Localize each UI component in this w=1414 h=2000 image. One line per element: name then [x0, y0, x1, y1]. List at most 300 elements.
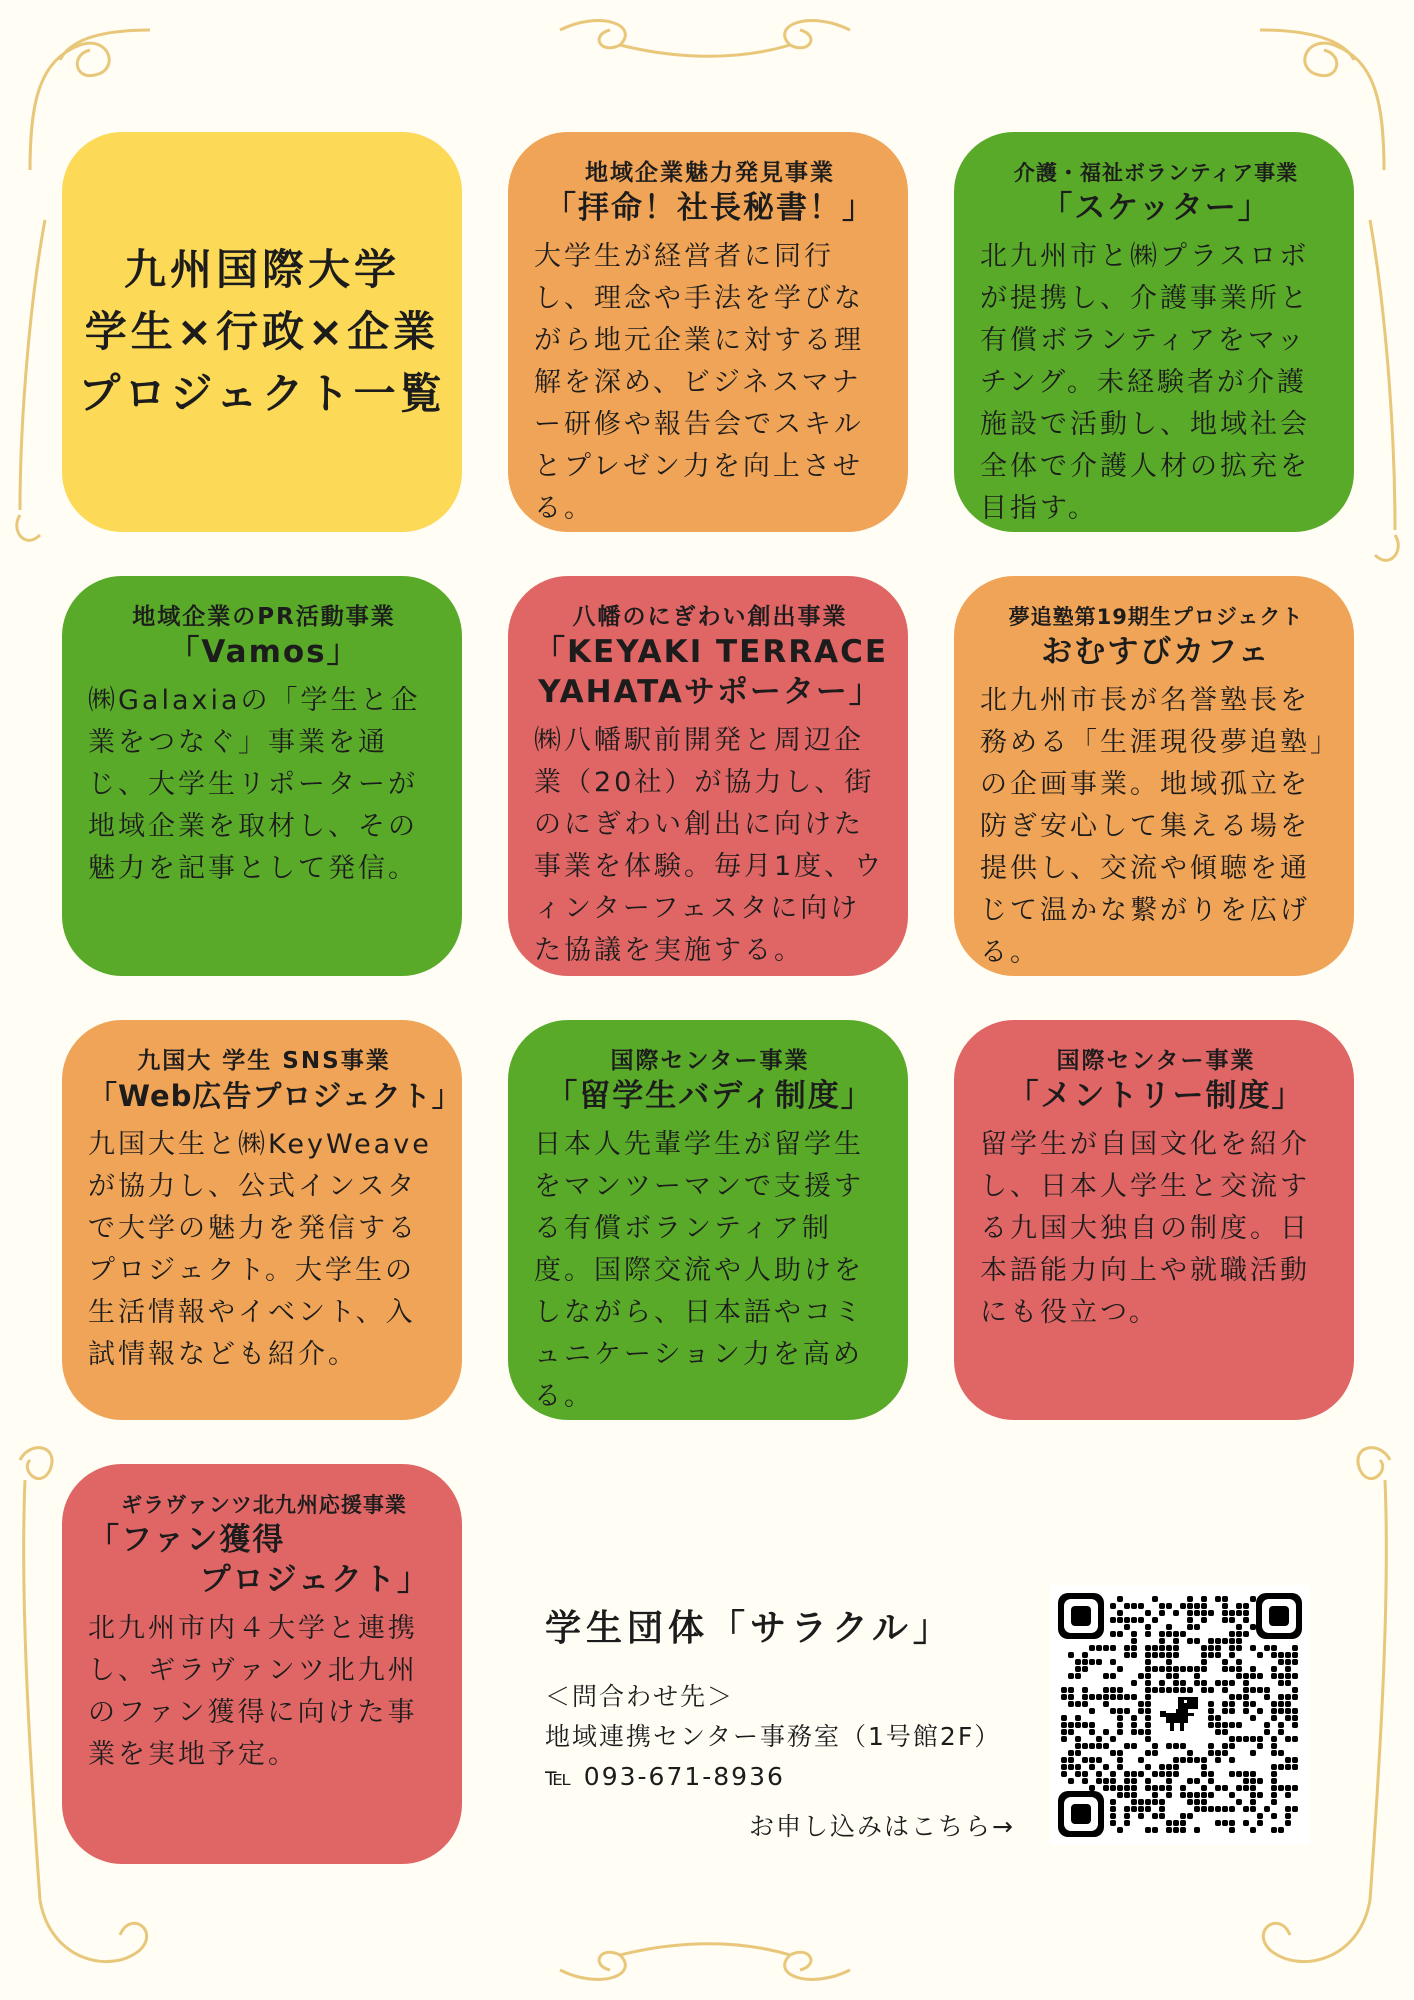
qr-module	[1166, 1666, 1172, 1672]
qr-module	[1166, 1785, 1172, 1791]
inquiry-label: ＜問合わせ先＞	[545, 1682, 735, 1711]
qr-module	[1285, 1806, 1291, 1812]
qr-module	[1278, 1750, 1284, 1756]
qr-module	[1145, 1666, 1151, 1672]
qr-module	[1110, 1645, 1116, 1651]
qr-module	[1243, 1610, 1249, 1616]
qr-module	[1187, 1799, 1193, 1805]
qr-module	[1257, 1687, 1263, 1693]
qr-module	[1208, 1792, 1214, 1798]
qr-module	[1117, 1729, 1123, 1735]
project-card-keyaki-terrace	[508, 576, 908, 976]
qr-module	[1110, 1778, 1116, 1784]
qr-module	[1103, 1778, 1109, 1784]
project-card-sketter	[954, 132, 1354, 532]
qr-module	[1180, 1666, 1186, 1672]
qr-module	[1278, 1764, 1284, 1770]
project-card-president-secretary	[508, 132, 908, 532]
card-subtitle: ギラヴァンツ北九州応援事業	[121, 1493, 407, 1517]
qr-module	[1061, 1757, 1067, 1763]
qr-module	[1236, 1659, 1242, 1665]
qr-module	[1159, 1638, 1165, 1644]
qr-module	[1145, 1680, 1151, 1686]
qr-module	[1292, 1715, 1298, 1721]
qr-module	[1075, 1771, 1081, 1777]
qr-module	[1173, 1666, 1179, 1672]
qr-module	[1173, 1638, 1179, 1644]
qr-module	[1103, 1743, 1109, 1749]
qr-module	[1082, 1687, 1088, 1693]
qr-module	[1243, 1820, 1249, 1826]
qr-module	[1145, 1778, 1151, 1784]
qr-module	[1236, 1603, 1242, 1609]
project-card-vamos	[62, 576, 462, 976]
qr-module	[1124, 1820, 1130, 1826]
qr-module	[1250, 1827, 1256, 1833]
qr-module	[1236, 1666, 1242, 1672]
qr-module	[1285, 1764, 1291, 1770]
qr-module	[1201, 1771, 1207, 1777]
qr-module	[1089, 1729, 1095, 1735]
qr-module	[1222, 1666, 1228, 1672]
qr-module	[1117, 1708, 1123, 1714]
qr-module	[1110, 1708, 1116, 1714]
qr-module	[1236, 1722, 1242, 1728]
qr-module	[1208, 1778, 1214, 1784]
organization-name: 学生団体「サラクル」	[545, 1608, 954, 1649]
qr-module	[1061, 1736, 1067, 1742]
qr-module	[1285, 1708, 1291, 1714]
qr-module	[1124, 1694, 1130, 1700]
qr-module	[1089, 1785, 1095, 1791]
qr-module	[1208, 1743, 1214, 1749]
qr-module	[1117, 1722, 1123, 1728]
qr-module	[1173, 1827, 1179, 1833]
qr-module	[1145, 1806, 1151, 1812]
qr-module	[1271, 1771, 1277, 1777]
card-subtitle: 八幡のにぎわい創出事業	[572, 604, 848, 630]
qr-module	[1243, 1736, 1249, 1742]
qr-module	[1124, 1785, 1130, 1791]
qr-module	[1201, 1806, 1207, 1812]
qr-module	[1131, 1792, 1137, 1798]
qr-module	[1215, 1715, 1221, 1721]
apply-link[interactable]: お申し込みはこちら→	[749, 1812, 1015, 1841]
qr-module	[1208, 1806, 1214, 1812]
qr-module	[1229, 1806, 1235, 1812]
qr-module	[1145, 1729, 1151, 1735]
qr-module	[1257, 1792, 1263, 1798]
qr-module	[1180, 1820, 1186, 1826]
qr-module	[1103, 1673, 1109, 1679]
qr-module	[1229, 1827, 1235, 1833]
qr-module	[1187, 1813, 1193, 1819]
qr-module	[1257, 1673, 1263, 1679]
qr-module	[1117, 1666, 1123, 1672]
qr-module	[1229, 1617, 1235, 1623]
qr-module	[1131, 1799, 1137, 1805]
qr-module	[1250, 1715, 1256, 1721]
qr-module	[1285, 1659, 1291, 1665]
qr-module	[1145, 1673, 1151, 1679]
qr-module	[1215, 1638, 1221, 1644]
qr-module	[1159, 1666, 1165, 1672]
qr-module	[1159, 1610, 1165, 1616]
qr-module	[1222, 1617, 1228, 1623]
qr-module	[1292, 1687, 1298, 1693]
qr-module	[1194, 1673, 1200, 1679]
qr-module	[1131, 1771, 1137, 1777]
qr-module	[1222, 1729, 1228, 1735]
qr-module	[1215, 1596, 1221, 1602]
card-description: ㈱八幡駅前開発と周辺企業（20社）が協力し、街のにぎわい創出に向けた事業を体験。毎月1度、ウィンターフェスタに向けた協議を実施する。	[534, 725, 885, 966]
qr-module	[1208, 1750, 1214, 1756]
qr-module	[1236, 1694, 1242, 1700]
qr-module	[1285, 1666, 1291, 1672]
qr-module	[1278, 1659, 1284, 1665]
qr-module	[1124, 1645, 1130, 1651]
qr-module	[1145, 1799, 1151, 1805]
card-title: 「KEYAKI TERRACE	[534, 634, 889, 670]
qr-module	[1222, 1743, 1228, 1749]
qr-module	[1075, 1743, 1081, 1749]
qr-module	[1110, 1806, 1116, 1812]
qr-module	[1131, 1638, 1137, 1644]
qr-module	[1285, 1813, 1291, 1819]
qr-module	[1243, 1778, 1249, 1784]
qr-module	[1110, 1785, 1116, 1791]
qr-module	[1278, 1827, 1284, 1833]
qr-module	[1250, 1750, 1256, 1756]
qr-module	[1061, 1687, 1067, 1693]
qr-module	[1187, 1750, 1193, 1756]
qr-module	[1117, 1750, 1123, 1756]
qr-module	[1208, 1687, 1214, 1693]
qr-module	[1110, 1631, 1116, 1637]
qr-module	[1145, 1708, 1151, 1714]
qr-module	[1131, 1806, 1137, 1812]
qr-module	[1166, 1764, 1172, 1770]
qr-module	[1166, 1820, 1172, 1826]
qr-module	[1145, 1610, 1151, 1616]
qr-module	[1082, 1771, 1088, 1777]
qr-module	[1278, 1680, 1284, 1686]
qr-module	[1292, 1694, 1298, 1700]
qr-module	[1124, 1603, 1130, 1609]
qr-module	[1292, 1757, 1298, 1763]
qr-module	[1264, 1729, 1270, 1735]
qr-module	[1166, 1687, 1172, 1693]
qr-module	[1068, 1687, 1074, 1693]
qr-module	[1285, 1680, 1291, 1686]
qr-module	[1250, 1673, 1256, 1679]
qr-module	[1152, 1771, 1158, 1777]
qr-module	[1075, 1659, 1081, 1665]
qr-module	[1194, 1624, 1200, 1630]
qr-module	[1201, 1792, 1207, 1798]
qr-module	[1292, 1659, 1298, 1665]
qr-module	[1124, 1617, 1130, 1623]
contact-section	[545, 1600, 1045, 1847]
qr-module	[1117, 1715, 1123, 1721]
card-subtitle: 国際センター事業	[1056, 1048, 1256, 1074]
qr-module	[1159, 1771, 1165, 1777]
qr-module	[1194, 1778, 1200, 1784]
qr-module	[1159, 1813, 1165, 1819]
qr-module	[1236, 1799, 1242, 1805]
qr-module	[1152, 1666, 1158, 1672]
qr-module	[1138, 1757, 1144, 1763]
qr-module	[1271, 1799, 1277, 1805]
qr-module	[1166, 1659, 1172, 1665]
card-description: 北九州市長が名誉塾長を務める「生涯現役夢追塾」の企画事業。地域孤立を防ぎ安心して集える場を提供し、交流や傾聴を通じて温かな繋がりを広げる。	[980, 685, 1327, 968]
qr-module	[1292, 1652, 1298, 1658]
qr-module	[1264, 1722, 1270, 1728]
qr-module	[1201, 1680, 1207, 1686]
qr-module	[1222, 1701, 1228, 1707]
qr-module	[1082, 1652, 1088, 1658]
qr-module	[1138, 1771, 1144, 1777]
qr-module	[1131, 1645, 1137, 1651]
qr-module	[1292, 1645, 1298, 1651]
qr-module	[1138, 1799, 1144, 1805]
qr-module	[1103, 1701, 1109, 1707]
qr-module	[1096, 1659, 1102, 1665]
qr-module	[1194, 1680, 1200, 1686]
qr-module	[1145, 1722, 1151, 1728]
qr-module	[1229, 1638, 1235, 1644]
qr-module	[1222, 1596, 1228, 1602]
qr-module	[1117, 1827, 1123, 1833]
qr-module	[1173, 1764, 1179, 1770]
qr-module	[1285, 1757, 1291, 1763]
qr-module	[1096, 1743, 1102, 1749]
qr-module	[1145, 1750, 1151, 1756]
qr-module	[1243, 1701, 1249, 1707]
qr-module	[1145, 1827, 1151, 1833]
qr-module	[1271, 1750, 1277, 1756]
qr-module	[1159, 1764, 1165, 1770]
qr-module	[1131, 1729, 1137, 1735]
qr-module	[1131, 1778, 1137, 1784]
qr-module	[1285, 1736, 1291, 1742]
qr-module	[1208, 1610, 1214, 1616]
card-title-line2: プロジェクト」	[199, 1562, 430, 1598]
qr-module	[1117, 1631, 1123, 1637]
qr-module	[1068, 1673, 1074, 1679]
qr-module	[1061, 1764, 1067, 1770]
qr-module	[1159, 1652, 1165, 1658]
qr-module	[1271, 1827, 1277, 1833]
qr-module	[1117, 1687, 1123, 1693]
qr-module	[1285, 1792, 1291, 1798]
qr-module	[1229, 1701, 1235, 1707]
qr-module	[1180, 1792, 1186, 1798]
qr-module	[1089, 1694, 1095, 1700]
qr-module	[1075, 1701, 1081, 1707]
qr-module	[1257, 1778, 1263, 1784]
qr-module	[1243, 1694, 1249, 1700]
qr-module	[1250, 1645, 1256, 1651]
qr-module	[1061, 1722, 1067, 1728]
qr-module	[1124, 1652, 1130, 1658]
qr-module	[1271, 1764, 1277, 1770]
qr-module	[1243, 1680, 1249, 1686]
qr-module	[1145, 1624, 1151, 1630]
qr-module	[1131, 1743, 1137, 1749]
qr-module	[1075, 1722, 1081, 1728]
qr-module	[1243, 1806, 1249, 1812]
qr-module	[1166, 1792, 1172, 1798]
qr-module	[1257, 1708, 1263, 1714]
qr-module	[1131, 1785, 1137, 1791]
qr-module	[1229, 1736, 1235, 1742]
qr-module	[1152, 1596, 1158, 1602]
card-title: 「Web広告プロジェクト」	[88, 1079, 462, 1113]
qr-module	[1278, 1708, 1284, 1714]
qr-module	[1271, 1652, 1277, 1658]
qr-module	[1201, 1764, 1207, 1770]
qr-module	[1145, 1659, 1151, 1665]
qr-module	[1096, 1736, 1102, 1742]
qr-module	[1159, 1680, 1165, 1686]
qr-module	[1075, 1736, 1081, 1742]
qr-module	[1152, 1687, 1158, 1693]
qr-module	[1180, 1680, 1186, 1686]
qr-module	[1194, 1757, 1200, 1763]
qr-module	[1285, 1652, 1291, 1658]
qr-module	[1152, 1785, 1158, 1791]
qr-module	[1194, 1792, 1200, 1798]
qr-module	[1271, 1792, 1277, 1798]
qr-module	[1110, 1750, 1116, 1756]
qr-module	[1243, 1687, 1249, 1693]
qr-module	[1145, 1631, 1151, 1637]
qr-module	[1201, 1785, 1207, 1791]
qr-module	[1138, 1673, 1144, 1679]
qr-module	[1222, 1638, 1228, 1644]
qr-module	[1145, 1701, 1151, 1707]
qr-module	[1082, 1778, 1088, 1784]
qr-module	[1250, 1771, 1256, 1777]
project-card-giravanz	[62, 1464, 462, 1864]
qr-module	[1145, 1764, 1151, 1770]
qr-module	[1292, 1806, 1298, 1812]
qr-module	[1145, 1645, 1151, 1651]
qr-module	[1124, 1708, 1130, 1714]
qr-module	[1117, 1694, 1123, 1700]
qr-module	[1257, 1743, 1263, 1749]
qr-module	[1068, 1757, 1074, 1763]
qr-module	[1271, 1736, 1277, 1742]
qr-module	[1068, 1729, 1074, 1735]
qr-module	[1152, 1813, 1158, 1819]
qr-module	[1110, 1820, 1116, 1826]
qr-module	[1208, 1715, 1214, 1721]
qr-module	[1222, 1806, 1228, 1812]
card-description: 北九州市と㈱プラスロボが提携し、介護事業所と有償ボランティアをマッチング。未経験者が介護施設で活動し、地域社会全体で介護人材の拡充を目指す。	[980, 241, 1310, 524]
qr-module	[1061, 1729, 1067, 1735]
qr-module	[1229, 1610, 1235, 1616]
qr-module	[1278, 1673, 1284, 1679]
qr-module	[1103, 1694, 1109, 1700]
qr-module	[1236, 1631, 1242, 1637]
card-title: 「Vamos」	[168, 634, 360, 670]
qr-module	[1152, 1652, 1158, 1658]
qr-module	[1271, 1715, 1277, 1721]
qr-module	[1117, 1610, 1123, 1616]
qr-module	[1110, 1687, 1116, 1693]
qr-module	[1264, 1687, 1270, 1693]
qr-module	[1110, 1673, 1116, 1679]
qr-module	[1131, 1680, 1137, 1686]
qr-module	[1138, 1806, 1144, 1812]
qr-module	[1082, 1743, 1088, 1749]
qr-module	[1250, 1666, 1256, 1672]
qr-module	[1243, 1631, 1249, 1637]
qr-module	[1180, 1687, 1186, 1693]
qr-module	[1194, 1806, 1200, 1812]
card-description: 大学生が経営者に同行し、理念や手法を学びながら地元企業に対する理解を深め、ビジネスマナー研修や報告会でスキルとプレゼン力を向上させる。	[534, 241, 864, 524]
qr-module	[1089, 1708, 1095, 1714]
qr-module	[1159, 1645, 1165, 1651]
qr-module	[1089, 1659, 1095, 1665]
qr-module	[1187, 1596, 1193, 1602]
qr-module	[1166, 1603, 1172, 1609]
qr-module	[1180, 1631, 1186, 1637]
qr-module	[1215, 1785, 1221, 1791]
qr-module	[1103, 1687, 1109, 1693]
qr-module	[1166, 1645, 1172, 1651]
qr-code[interactable]	[1050, 1585, 1310, 1845]
qr-module	[1194, 1827, 1200, 1833]
qr-module	[1271, 1785, 1277, 1791]
qr-module	[1194, 1610, 1200, 1616]
qr-module	[1257, 1813, 1263, 1819]
qr-module	[1229, 1743, 1235, 1749]
qr-module	[1229, 1820, 1235, 1826]
qr-module	[1278, 1785, 1284, 1791]
qr-module	[1208, 1645, 1214, 1651]
qr-module	[1068, 1764, 1074, 1770]
qr-module	[1229, 1708, 1235, 1714]
qr-module	[1180, 1743, 1186, 1749]
qr-module	[1229, 1666, 1235, 1672]
qr-module	[1201, 1666, 1207, 1672]
qr-module	[1138, 1708, 1144, 1714]
card-subtitle: 地域企業魅力発見事業	[585, 160, 835, 186]
project-card-buddy	[508, 1020, 908, 1420]
qr-module	[1201, 1687, 1207, 1693]
qr-module	[1208, 1771, 1214, 1777]
qr-module	[1068, 1694, 1074, 1700]
qr-module	[1271, 1701, 1277, 1707]
qr-module	[1145, 1687, 1151, 1693]
qr-module	[1075, 1666, 1081, 1672]
qr-module	[1278, 1652, 1284, 1658]
qr-module	[1222, 1603, 1228, 1609]
office-address: 地域連携センター事務室（1号館2F）	[545, 1722, 1002, 1751]
qr-module	[1201, 1645, 1207, 1651]
qr-module	[1229, 1771, 1235, 1777]
qr-module	[1222, 1820, 1228, 1826]
qr-module	[1250, 1799, 1256, 1805]
qr-module	[1264, 1806, 1270, 1812]
qr-module	[1243, 1673, 1249, 1679]
qr-module	[1215, 1645, 1221, 1651]
qr-module	[1264, 1694, 1270, 1700]
qr-module	[1180, 1813, 1186, 1819]
